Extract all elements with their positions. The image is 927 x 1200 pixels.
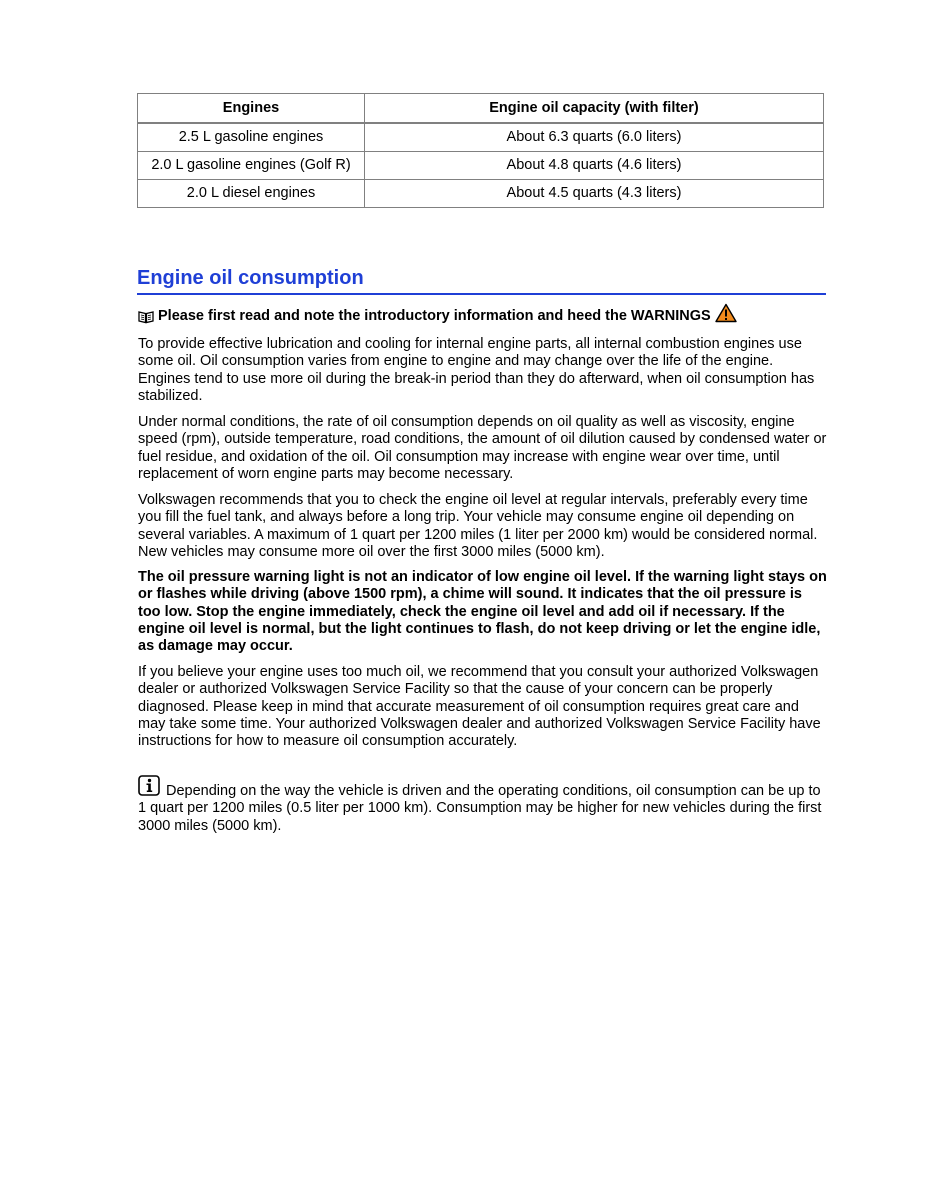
table-header-capacity: Engine oil capacity (with filter) xyxy=(365,94,824,124)
warning-triangle-icon xyxy=(715,303,737,323)
intro-text: Please first read and note the introductory information and heed the WARNINGS xyxy=(158,308,711,324)
paragraph-consult-dealer: If you believe your engine uses too much oil, we recommend that you consult your authorized Volkswagen dealer or authorized Volkswagen Service Facility so that the cause of your concern can be properly diagnosed. Please keep in mind that accurate measurement of oil consumption requires great care and may take some time. Your authorized Volkswagen dealer and authorized Volkswagen Service Facility have instructions for how to measure oil consumption accurately. xyxy=(138,664,821,750)
table-row xyxy=(138,123,824,152)
table-row xyxy=(138,152,824,180)
table-cell-engine: 2.0 L diesel engines xyxy=(138,180,365,208)
info-note xyxy=(138,775,828,835)
table-cell-engine: 2.0 L gasoline engines (Golf R) xyxy=(138,152,365,180)
paragraph-recommendation: Volkswagen recommends that you to check the engine oil level at regular intervals, preferably every time you fill the fuel tank, and always before a long trip. Your vehicle may consume engine oil depending on several variables. A maximum of 1 quart per 1200 miles (1 liter per 2000 km) would be considered normal. New vehicles may consume more oil over the first 3000 miles (5000 km). xyxy=(138,492,818,560)
paragraph-normal-conditions: Under normal conditions, the rate of oil consumption depends on oil quality as well as viscosity, engine speed (rpm), outside temperature, road conditions, the amount of oil dilution caused by condensed water or fuel residue, and oxidation of the oil. Oil consumption may increase with engine wear over time, until replacement of worn engine parts may become necessary. xyxy=(138,414,827,482)
paragraph-warning-light: The oil pressure warning light is not an indicator of low engine oil level. If the warning light stays on or flashes while driving (above 1500 rpm), a chime will sound. It indicates that the oil pressure is too low. Stop the engine immediately, check the engine oil level and add oil if necessary. If the engine oil level is normal, but the light continues to flash, do not keep driving or let the engine idle, as damage may occur. xyxy=(138,569,827,655)
table-cell-capacity: About 6.3 quarts (6.0 liters) xyxy=(365,123,824,152)
section-heading xyxy=(137,265,826,295)
paragraph-lubrication: To provide effective lubrication and cooling for internal engine parts, all internal combustion engines use some oil. Oil consumption varies from engine to engine and may change over the life of the engine. Engines tend to use more oil during the break-in period than they do afterward, when oil consumption has stabilized. xyxy=(138,336,815,404)
table-row xyxy=(138,180,824,208)
table-header-engines: Engines xyxy=(138,94,365,124)
table-cell-capacity: About 4.5 quarts (4.3 liters) xyxy=(365,180,824,208)
info-icon xyxy=(138,775,160,796)
intro-instruction xyxy=(138,306,737,326)
note-text: Depending on the way the vehicle is driven and the operating conditions, oil consumption can be up to 1 quart per 1200 miles (0.5 liter per 1000 km). Consumption may be higher for new vehicles during the first 3000 miles (5000 km). xyxy=(138,783,822,834)
table-cell-engine: 2.5 L gasoline engines xyxy=(138,123,365,152)
table-cell-capacity: About 4.8 quarts (4.6 liters) xyxy=(365,152,824,180)
section-title: Engine oil consumption xyxy=(137,267,364,289)
table-header-row xyxy=(138,94,824,124)
oil-capacity-table xyxy=(137,93,824,208)
book-icon xyxy=(138,310,154,324)
